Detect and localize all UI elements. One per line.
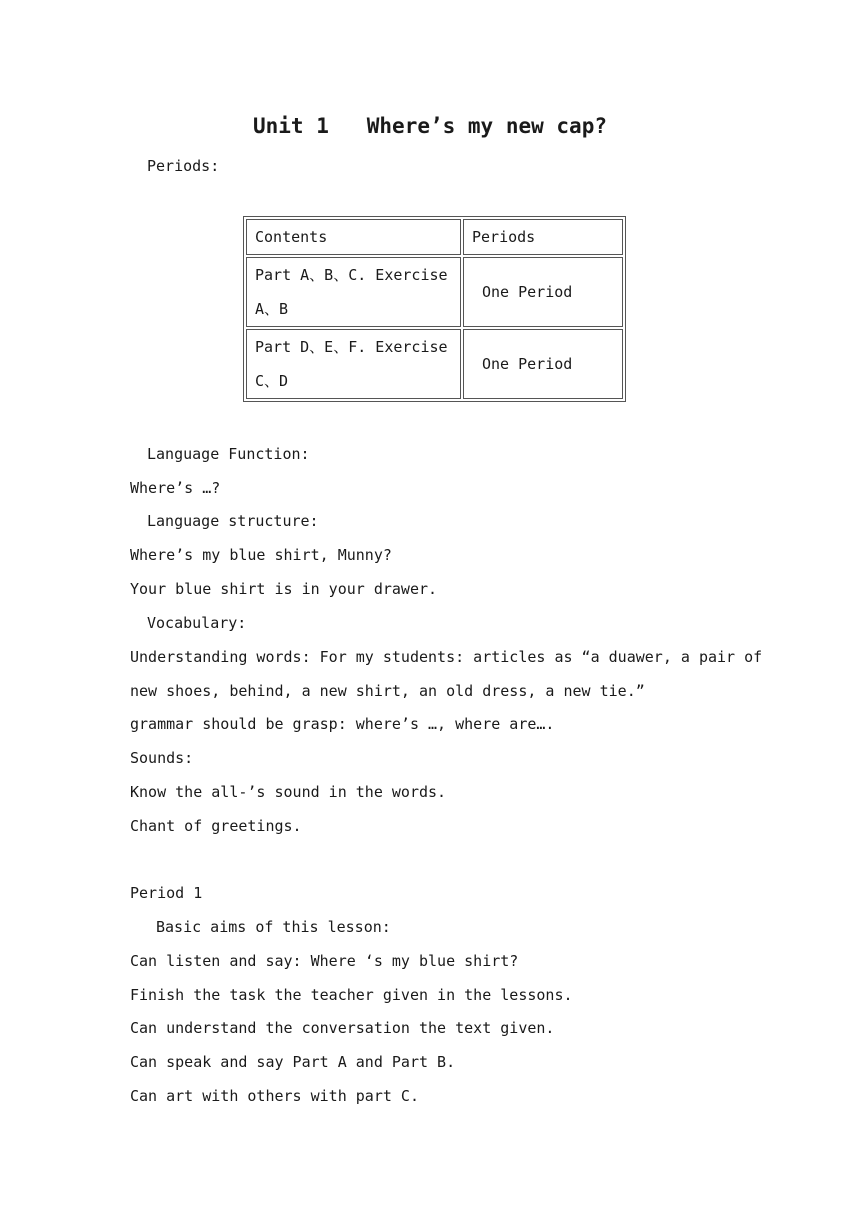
table-header-row	[246, 219, 623, 255]
text-line: Your blue shirt is in your drawer.	[130, 580, 438, 598]
text-line: Know the all-’s sound in the words.	[130, 783, 447, 801]
text-line: new shoes, behind, a new shirt, an old dress, a new tie.”	[130, 682, 645, 700]
table-cell-periods: One Period	[463, 257, 623, 327]
table-cell-periods: One Period	[463, 329, 623, 399]
text-line: Where’s …?	[130, 479, 221, 497]
section-heading: Vocabulary:	[147, 614, 247, 632]
section-heading: Language structure:	[147, 512, 319, 530]
text-line: Can listen and say: Where ‘s my blue shirt?	[130, 952, 519, 970]
text-line: Can speak and say Part A and Part B.	[130, 1053, 456, 1071]
periods-table	[243, 216, 626, 402]
table-header-periods: Periods	[463, 219, 623, 255]
text-line: Finish the task the teacher given in the lessons.	[130, 986, 573, 1004]
table-header-contents: Contents	[246, 219, 461, 255]
table-cell-contents: Part D、E、F. Exercise C、D	[246, 329, 461, 399]
period-heading: Period 1	[130, 884, 203, 902]
table-row	[246, 329, 623, 399]
section-heading: Sounds:	[130, 749, 194, 767]
text-line: Where’s my blue shirt, Munny?	[130, 546, 392, 564]
document-title: Unit 1 Where’s my new cap?	[252, 114, 607, 138]
table-row	[246, 257, 623, 327]
text-line: Understanding words: For my students: articles as “a duawer, a pair of	[130, 648, 763, 666]
text-line: Chant of greetings.	[130, 817, 302, 835]
periods-label: Periods:	[147, 157, 220, 175]
text-line: Can understand the conversation the text given.	[130, 1019, 555, 1037]
text-line: Can art with others with part C.	[130, 1087, 419, 1105]
table-cell-contents: Part A、B、C. Exercise A、B	[246, 257, 461, 327]
text-line: grammar should be grasp: where’s …, where are….	[130, 715, 555, 733]
section-heading: Basic aims of this lesson:	[156, 918, 391, 936]
section-heading: Language Function:	[147, 445, 310, 463]
